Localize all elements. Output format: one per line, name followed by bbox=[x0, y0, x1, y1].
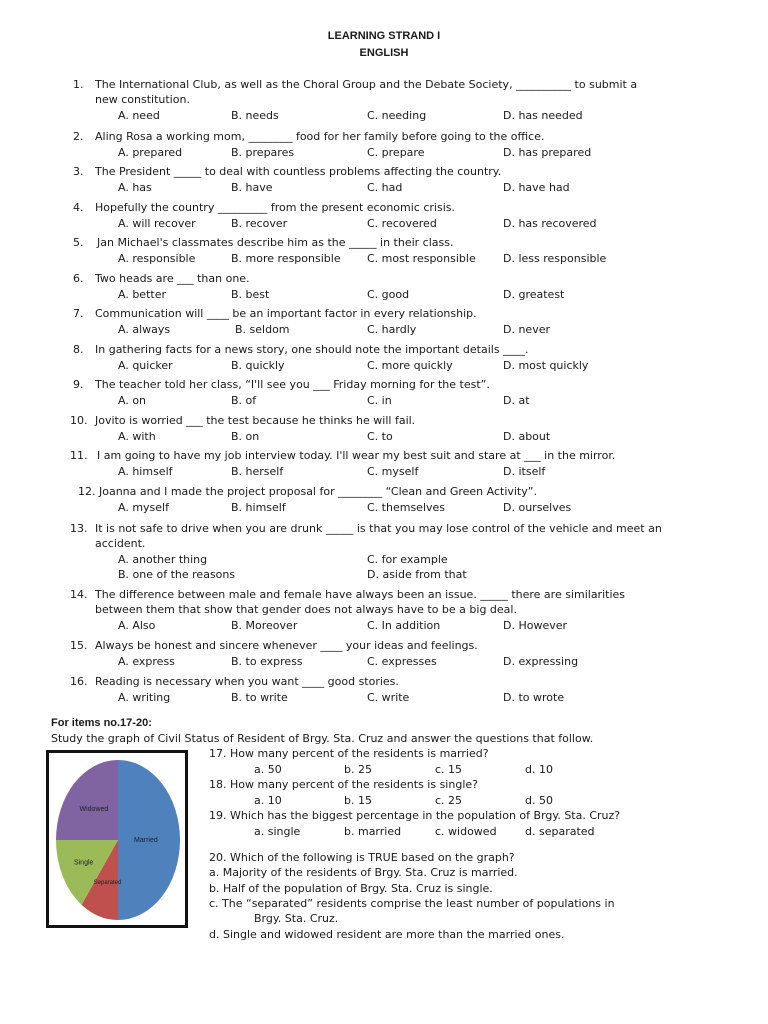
question-number: 7. bbox=[73, 307, 84, 320]
answer-option: D. have had bbox=[503, 181, 570, 194]
question-text: Always be honest and sincere whenever ____ your ideas and feelings. bbox=[95, 639, 478, 652]
question-text: The President _____ to deal with countless problems affecting the country. bbox=[95, 165, 502, 178]
answer-option: A. has bbox=[118, 181, 152, 194]
question-text: The teacher told her class, “I'll see you ___ Friday morning for the test”. bbox=[95, 378, 490, 391]
answer-option: C. myself bbox=[367, 465, 419, 478]
answer-option: B. herself bbox=[231, 465, 284, 478]
pie-slice-widowed bbox=[56, 760, 118, 840]
question-number: 3. bbox=[73, 165, 84, 178]
answer-option: A. on bbox=[118, 394, 147, 407]
answer-option: D. has prepared bbox=[503, 146, 592, 159]
chart-question-text: 18. How many percent of the residents is single? bbox=[209, 778, 478, 791]
question-20-text: 20. Which of the following is TRUE based on the graph? bbox=[209, 851, 515, 864]
question-number: 12. bbox=[78, 485, 96, 498]
answer-option: D. to wrote bbox=[503, 691, 565, 704]
pie-label-separated: Separated bbox=[93, 879, 122, 886]
answer-option: c. 25 bbox=[435, 794, 463, 807]
page-subtitle: ENGLISH bbox=[359, 47, 409, 59]
answer-option: A. responsible bbox=[118, 252, 196, 265]
question-text: new constitution. bbox=[95, 93, 190, 106]
answer-option: D. less responsible bbox=[503, 252, 607, 265]
question-text: accident. bbox=[95, 537, 146, 550]
pie-label-widowed: Widowed bbox=[79, 805, 109, 813]
question-number: 13. bbox=[70, 522, 88, 535]
question-text: Jovito is worried ___ the test because he thinks he will fail. bbox=[95, 414, 416, 427]
section-heading: For items no.17-20: bbox=[51, 717, 152, 729]
question-number: 14. bbox=[70, 588, 88, 601]
answer-option: D. at bbox=[503, 394, 530, 407]
answer-option: A. prepared bbox=[118, 146, 183, 159]
answer-option: C. good bbox=[367, 288, 410, 301]
question-number: 2. bbox=[73, 130, 84, 143]
question-text: In gathering facts for a news story, one should note the important details ____. bbox=[95, 343, 529, 356]
answer-option: B. himself bbox=[231, 501, 286, 514]
answer-option: D. expressing bbox=[503, 655, 579, 668]
pie-label-single: Single bbox=[73, 859, 94, 867]
question-text: Aling Rosa a working mom, ________ food for her family before going to the office. bbox=[95, 130, 545, 143]
answer-option: b. 25 bbox=[344, 763, 372, 776]
question-number: 5. bbox=[73, 236, 84, 249]
answer-option: D. greatest bbox=[503, 288, 565, 301]
answer-option: B. to write bbox=[231, 691, 288, 704]
answer-option: B. more responsible bbox=[231, 252, 341, 265]
question-number: 6. bbox=[73, 272, 84, 285]
answer-option: C. had bbox=[367, 181, 403, 194]
answer-option: B. have bbox=[231, 181, 273, 194]
answer-option: d. 10 bbox=[525, 763, 553, 776]
answer-option: D. ourselves bbox=[503, 501, 572, 514]
answer-option: C. themselves bbox=[367, 501, 446, 514]
answer-option: b. 15 bbox=[344, 794, 372, 807]
answer-option: b. married bbox=[344, 825, 402, 838]
answer-option: a. single bbox=[254, 825, 301, 838]
question-text: Reading is necessary when you want ____ good stories. bbox=[95, 675, 399, 688]
answer-option: A. always bbox=[118, 323, 171, 336]
answer-option: C. recovered bbox=[367, 217, 437, 230]
question-number: 1. bbox=[73, 78, 84, 91]
answer-option: D. most quickly bbox=[503, 359, 589, 372]
answer-option: C. in bbox=[367, 394, 392, 407]
answer-option: B. quickly bbox=[231, 359, 285, 372]
question-20-choice-a: a. Majority of the residents of Brgy. Sta. Cruz is married. bbox=[209, 866, 518, 879]
answer-option: B. recover bbox=[231, 217, 288, 230]
page-title: LEARNING STRAND I bbox=[327, 30, 441, 42]
question-20-choice-c-cont: Brgy. Sta. Cruz. bbox=[254, 912, 339, 925]
answer-option: D. about bbox=[503, 430, 551, 443]
answer-option: C. expresses bbox=[367, 655, 437, 668]
answer-option: A. better bbox=[118, 288, 166, 301]
question-number: 10. bbox=[70, 414, 88, 427]
question-number: 16. bbox=[70, 675, 88, 688]
question-text: The difference between male and female have always been an issue. _____ there are similarities bbox=[95, 588, 626, 601]
answer-option: B. best bbox=[231, 288, 270, 301]
question-number: 8. bbox=[73, 343, 84, 356]
question-20-choice-d: d. Single and widowed resident are more than the married ones. bbox=[209, 928, 565, 941]
question-20-choice-c: c. The “separated” residents comprise the least number of populations in bbox=[209, 897, 615, 910]
answer-option: A. himself bbox=[118, 465, 173, 478]
question-text: It is not safe to drive when you are drunk _____ is that you may lose control of the vehicle and meet an bbox=[95, 522, 662, 535]
answer-option: B. seldom bbox=[235, 323, 290, 336]
answer-option: B. one of the reasons bbox=[118, 568, 236, 581]
question-text: Joanna and I made the project proposal for ________ “Clean and Green Activity”. bbox=[99, 485, 537, 498]
answer-option: B. prepares bbox=[231, 146, 295, 159]
answer-option: D. aside from that bbox=[367, 568, 467, 581]
answer-option: A. quicker bbox=[118, 359, 173, 372]
question-text: Two heads are ___ than one. bbox=[95, 272, 250, 285]
answer-option: A. writing bbox=[118, 691, 171, 704]
answer-option: A. will recover bbox=[118, 217, 196, 230]
question-text: The International Club, as well as the Choral Group and the Debate Society, __________ to submit a bbox=[95, 78, 638, 91]
answer-option: B. needs bbox=[231, 109, 279, 122]
question-text: Communication will ____ be an important factor in every relationship. bbox=[95, 307, 477, 320]
answer-option: A. another thing bbox=[118, 553, 208, 566]
question-number: 15. bbox=[70, 639, 88, 652]
answer-option: D. itself bbox=[503, 465, 546, 478]
answer-option: D. However bbox=[503, 619, 568, 632]
answer-option: A. myself bbox=[118, 501, 169, 514]
answer-option: D. has needed bbox=[503, 109, 583, 122]
answer-option: A. express bbox=[118, 655, 175, 668]
question-number: 4. bbox=[73, 201, 84, 214]
answer-option: A. Also bbox=[118, 619, 156, 632]
pie-chart bbox=[46, 750, 188, 928]
answer-option: C. to bbox=[367, 430, 393, 443]
answer-option: C. write bbox=[367, 691, 410, 704]
answer-option: B. to express bbox=[231, 655, 303, 668]
question-number: 11. bbox=[70, 449, 88, 462]
question-text: I am going to have my job interview today. I'll wear my best suit and stare at ___ in the mirror. bbox=[97, 449, 616, 462]
answer-option: B. on bbox=[231, 430, 260, 443]
answer-option: B. Moreover bbox=[231, 619, 298, 632]
question-number: 9. bbox=[73, 378, 84, 391]
pie-label-married: Married bbox=[134, 837, 158, 844]
question-text: Hopefully the country _________ from the present economic crisis. bbox=[95, 201, 455, 214]
pie-chart-svg bbox=[49, 753, 185, 925]
answer-option: d. separated bbox=[525, 825, 595, 838]
answer-option: C. more quickly bbox=[367, 359, 453, 372]
answer-option: C. most responsible bbox=[367, 252, 476, 265]
answer-option: A. need bbox=[118, 109, 160, 122]
answer-option: c. 15 bbox=[435, 763, 463, 776]
question-text: Jan Michael's classmates describe him as the _____ in their class. bbox=[97, 236, 454, 249]
answer-option: A. with bbox=[118, 430, 156, 443]
answer-option: B. of bbox=[231, 394, 257, 407]
answer-option: D. has recovered bbox=[503, 217, 597, 230]
answer-option: d. 50 bbox=[525, 794, 553, 807]
answer-option: C. In addition bbox=[367, 619, 441, 632]
question-text: between them that show that gender does not always have to be a big deal. bbox=[95, 603, 517, 616]
answer-option: C. needing bbox=[367, 109, 427, 122]
answer-option: C. prepare bbox=[367, 146, 425, 159]
answer-option: c. widowed bbox=[435, 825, 497, 838]
chart-question-text: 17. How many percent of the residents is married? bbox=[209, 747, 489, 760]
answer-option: D. never bbox=[503, 323, 551, 336]
chart-question-text: 19. Which has the biggest percentage in the population of Brgy. Sta. Cruz? bbox=[209, 809, 621, 822]
answer-option: C. hardly bbox=[367, 323, 417, 336]
question-20-choice-b: b. Half of the population of Brgy. Sta. Cruz is single. bbox=[209, 882, 493, 895]
answer-option: a. 50 bbox=[254, 763, 282, 776]
section-instruction: Study the graph of Civil Status of Resident of Brgy. Sta. Cruz and answer the questions that follow. bbox=[51, 732, 594, 745]
answer-option: C. for example bbox=[367, 553, 448, 566]
answer-option: a. 10 bbox=[254, 794, 282, 807]
